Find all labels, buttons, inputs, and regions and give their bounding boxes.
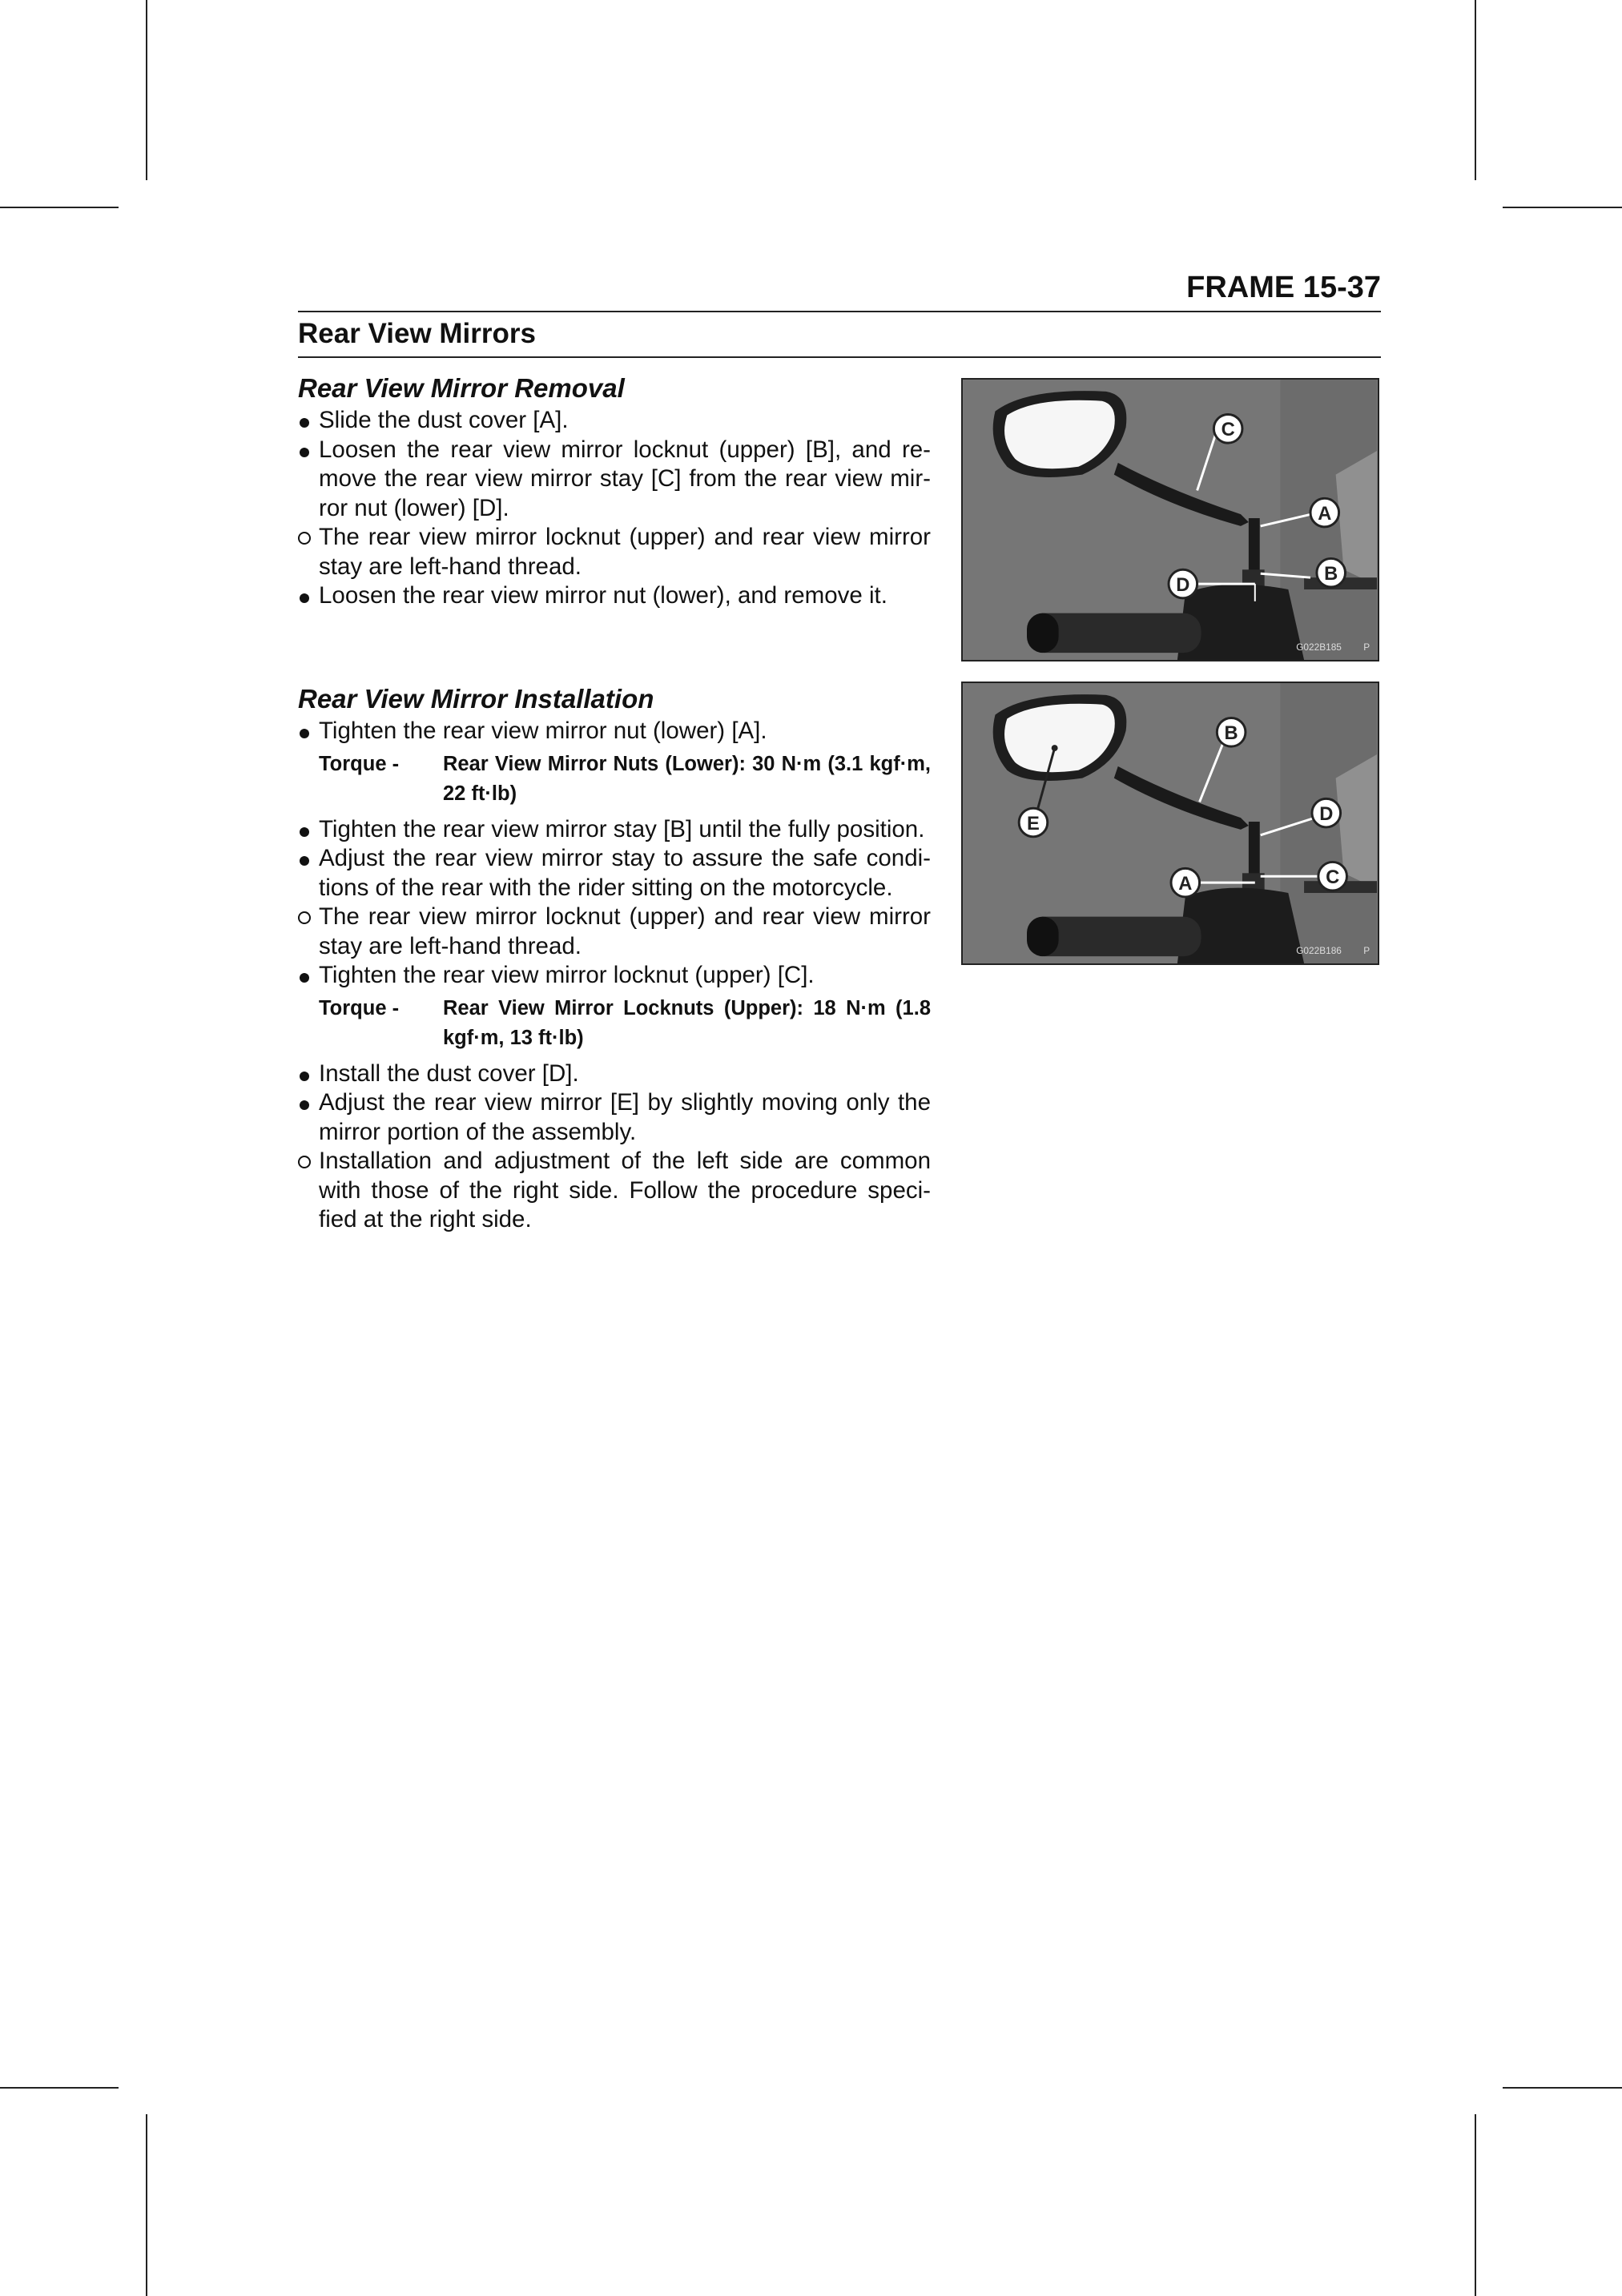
bullet-marker-icon [298,1088,319,1118]
callout-c [1318,862,1347,891]
step-text: Adjust the rear view mirror [E] by slightly moving only the mirror portion of the assembly. [319,1089,931,1145]
step-item [298,844,931,903]
torque-value: Rear View Mirror Nuts (Lower): 30 N·m (3.1 kgf·m, 22 ft·lb) [443,752,931,805]
step-item [298,581,931,611]
torque-spec-lower-nut [319,750,931,809]
svg-text:E: E [1027,813,1040,834]
bullet-marker-icon [298,844,319,874]
removal-steps [298,406,931,611]
open-circle-marker-icon [298,1147,319,1176]
header-rule [298,311,1381,312]
step-text: The rear view mirror locknut (upper) and rear view mirror stay are left-hand thread. [319,903,931,959]
svg-text:A: A [1318,504,1332,525]
bullet-marker-icon [298,815,319,845]
callout-a [1171,868,1200,897]
step-item [298,961,931,991]
step-item [298,815,931,845]
step-text: Tighten the rear view mirror nut (lower) [A]. [319,718,767,744]
svg-text:B: B [1224,723,1238,745]
removal-figure [961,378,1379,661]
page-header [298,267,1381,308]
section-title: Rear View Mirrors [298,318,536,349]
note-item [298,1147,931,1235]
callout-a [1310,498,1339,527]
crop-mark [146,0,147,180]
installation-section [298,683,931,1235]
callout-b [1217,718,1246,747]
installation-steps-c [298,1060,931,1235]
step-text: Tighten the rear view mirror locknut (upper) [C]. [319,962,815,988]
svg-text:C: C [1326,867,1340,889]
torque-label: Torque - [319,752,400,775]
mirror-removal-photo [963,380,1378,660]
bullet-marker-icon [298,1060,319,1089]
step-text: Slide the dust cover [A]. [319,407,569,433]
open-circle-marker-icon [298,523,319,553]
installation-steps-a [298,717,931,746]
crop-mark [146,2114,147,2296]
callout-d [1169,569,1197,598]
svg-text:A: A [1178,874,1193,895]
installation-steps-b [298,815,931,991]
section-rule [298,356,1381,358]
note-item [298,903,931,961]
callout-e [1019,808,1048,837]
bullet-marker-icon [298,581,319,611]
installation-heading: Rear View Mirror Installation [298,684,654,714]
crop-mark [0,2087,119,2089]
page-number: FRAME 15-37 [1186,271,1381,304]
step-item [298,1088,931,1147]
callout-d [1312,798,1341,827]
svg-text:D: D [1319,804,1334,826]
figure-suffix: P [1363,641,1370,653]
bullet-marker-icon [298,436,319,465]
step-text: Installation and adjustment of the left side are common with those of the right side. Follow the procedure speci-fied at the right side. [319,1148,931,1232]
torque-label: Torque - [319,996,400,1019]
callout-b [1317,558,1346,587]
crop-mark [1475,2114,1476,2296]
figure-code: G022B185 [1296,641,1342,653]
torque-value: Rear View Mirror Locknuts (Upper): 18 N·m (1.8 kgf·m, 13 ft·lb) [443,996,931,1049]
svg-text:C: C [1221,420,1235,441]
removal-section [298,372,931,611]
step-item [298,436,931,524]
step-text: Loosen the rear view mirror nut (lower), and remove it. [319,582,887,609]
figure-code: G022B186 [1296,945,1342,957]
removal-heading: Rear View Mirror Removal [298,373,625,403]
crop-mark [0,207,119,208]
step-text: Loosen the rear view mirror locknut (upper) [B], and re-move the rear view mirror stay [C] from the rear view mir-ror nut (lower) [D]. [319,436,931,521]
step-item [298,717,931,746]
crop-mark [1503,2087,1622,2089]
crop-mark [1475,0,1476,180]
installation-figure [961,682,1379,965]
figure-suffix: P [1363,945,1370,957]
step-item [298,406,931,436]
svg-text:B: B [1324,564,1338,585]
note-item [298,523,931,581]
step-item [298,1060,931,1089]
crop-mark [1503,207,1622,208]
bullet-marker-icon [298,961,319,991]
mirror-installation-photo [963,683,1378,963]
step-text: Install the dust cover [D]. [319,1060,579,1087]
bullet-marker-icon [298,406,319,436]
step-text: Tighten the rear view mirror stay [B] until the fully position. [319,815,925,842]
open-circle-marker-icon [298,903,319,932]
step-text: The rear view mirror locknut (upper) and rear view mirror stay are left-hand thread. [319,524,931,580]
torque-spec-upper-locknut [319,994,931,1053]
step-text: Adjust the rear view mirror stay to assure the safe condi-tions of the rear with the rider sitting on the motorcycle. [319,845,931,901]
bullet-marker-icon [298,717,319,746]
svg-text:D: D [1176,574,1190,596]
callout-c [1213,415,1242,444]
